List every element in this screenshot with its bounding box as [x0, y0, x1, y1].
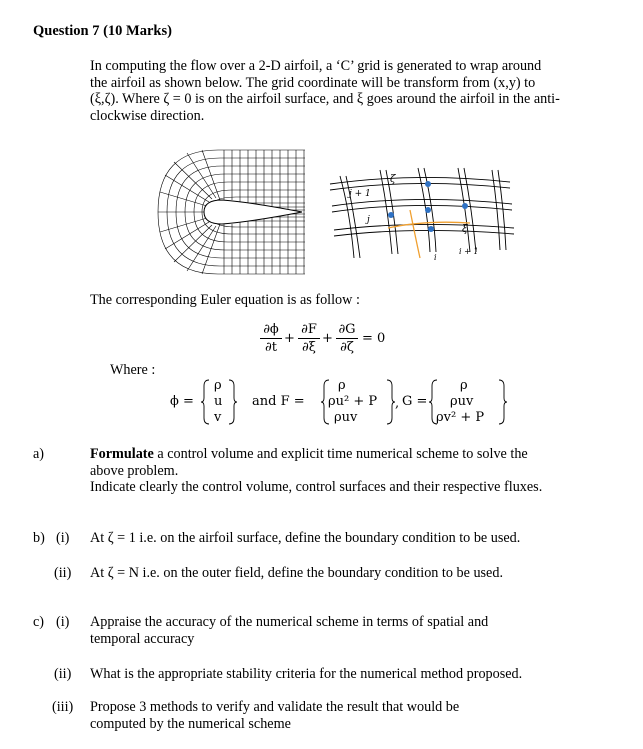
airfoil-shape — [204, 200, 302, 224]
phi-vec-0: ρ — [214, 378, 222, 393]
G-lhs: G = — [402, 394, 428, 409]
xi-label: ξ — [462, 224, 468, 235]
part-a-text — [90, 446, 560, 496]
part-c-label: c) — [33, 614, 45, 630]
part-c-i-text: Appraise the accuracy of the numerical scheme in terms of spatial and temporal accuracy — [90, 614, 489, 647]
F-vec-1: ρu² + P — [328, 394, 378, 409]
part-c-iii-text: Propose 3 methods to verify and validate the result that would be computed by the numerical scheme — [90, 699, 460, 732]
dG: ∂G — [338, 322, 356, 337]
part-c-iii-label: (iii) — [52, 699, 74, 715]
and-F-lhs: and F = — [252, 394, 305, 409]
zeta-label: ζ — [390, 174, 396, 185]
part-a-text2: Indicate clearly the control volume, control surfaces and their respective fluxes. — [90, 479, 543, 496]
phi-vec-1: u — [214, 394, 223, 409]
dF: ∂F — [301, 322, 317, 337]
F-comma: , — [395, 396, 400, 411]
dphi-dt-fraction — [260, 322, 282, 355]
part-b-ii-label: (ii) — [54, 565, 72, 581]
where-label: Where : — [110, 362, 156, 378]
part-b-label: b) — [33, 530, 45, 546]
question-title: Question 7 (10 Marks) — [33, 23, 172, 39]
equals-zero: = 0 — [362, 331, 386, 346]
dt: ∂t — [265, 340, 277, 355]
equation-intro: The corresponding Euler equation is as follow : — [90, 292, 360, 308]
dphi: ∂ϕ — [263, 322, 279, 337]
part-a-label: a) — [33, 446, 45, 462]
dxi: ∂ξ — [302, 340, 316, 355]
F-vec-2: ρuv — [334, 410, 358, 425]
i-plus-1-label: i + 1 — [459, 247, 479, 256]
part-b-i-label: (i) — [56, 530, 70, 546]
plus-sign-2: + — [322, 331, 333, 346]
part-a-bold: Formulate — [90, 446, 154, 462]
c-grid-figure — [140, 140, 540, 285]
part-b-i-text: At ζ = 1 i.e. on the airfoil surface, define the boundary condition to be used. — [90, 530, 521, 546]
j-plus-1-label: j + 1 — [349, 189, 371, 199]
dzeta: ∂ζ — [340, 340, 354, 355]
i-label: i — [434, 253, 437, 262]
G-vec-1: ρuv — [450, 394, 474, 409]
G-vec-2: ρv² + P — [436, 410, 485, 425]
part-c-ii-text: What is the appropriate stability criteria for the numerical method proposed. — [90, 666, 523, 682]
plus-sign-1: + — [284, 331, 295, 346]
part-b-ii-text: At ζ = N i.e. on the outer field, define the boundary condition to be used. — [90, 565, 503, 581]
F-vec-0: ρ — [338, 378, 346, 393]
G-vec-0: ρ — [460, 378, 468, 393]
part-c-ii-label: (ii) — [54, 666, 72, 682]
phi-vec-2: v — [214, 410, 222, 425]
part-c-i-label: (i) — [56, 614, 70, 630]
j-label: j — [367, 215, 370, 225]
phi-lhs: ϕ = — [170, 394, 194, 409]
vector-definitions — [170, 378, 510, 426]
part-a-text1: a control volume and explicit time numerical scheme to solve the above problem. — [90, 446, 528, 479]
euler-equation — [260, 322, 400, 362]
intro-paragraph: In computing the flow over a 2-D airfoil, a ‘C’ grid is generated to wrap around the airfoil as shown below. The grid coordinate will be transform from (x,y) to (ξ,ζ). Where ζ = 0 is on the airfoil surface, and ξ goes around the airfoil in the anti-clockwise direction. — [90, 58, 560, 124]
zoom-grid — [330, 168, 514, 258]
dG-dzeta-fraction — [336, 322, 358, 355]
dF-dxi-fraction — [298, 322, 320, 355]
